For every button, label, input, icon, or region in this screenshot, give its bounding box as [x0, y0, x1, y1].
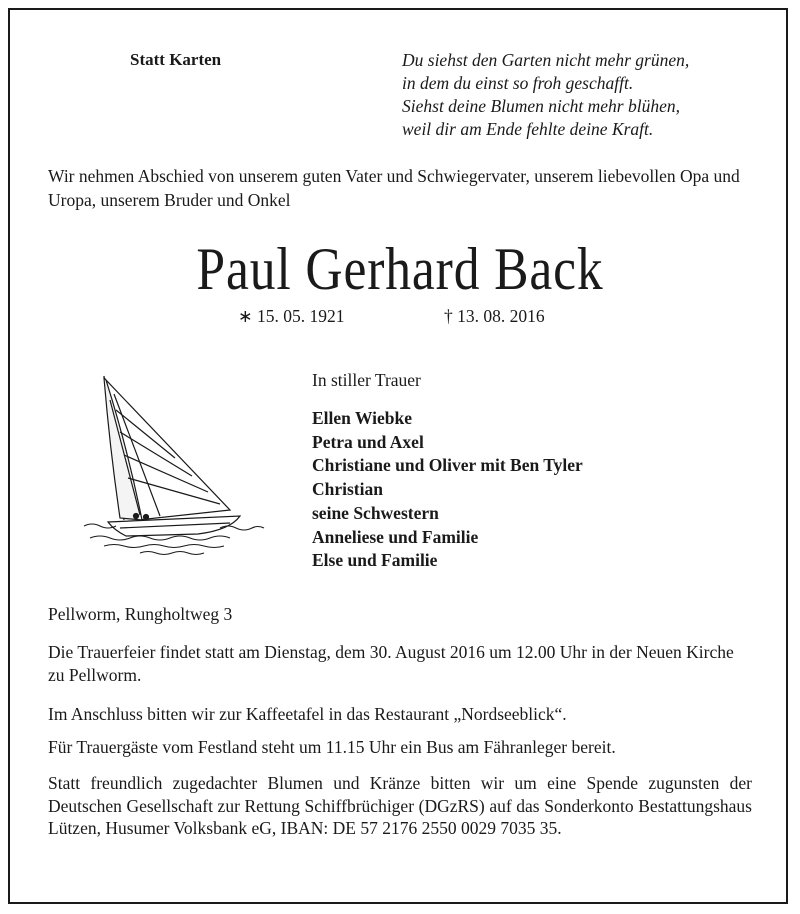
sailboat-illustration-icon [80, 370, 265, 560]
bus-paragraph: Für Trauergäste vom Festland steht um 11.15 Uhr ein Bus am Fähranleger bereit. [48, 737, 616, 757]
poem-line: weil dir am Ende fehlte deine Kraft. [402, 119, 654, 139]
poem-line: Siehst deine Blumen nicht mehr blühen, [402, 96, 680, 116]
poem-line: in dem du einst so froh geschafft. [402, 73, 634, 93]
address: Pellworm, Rungholtweg 3 [48, 604, 233, 624]
poem [402, 49, 689, 141]
deceased-name: Paul Gerhard Back [196, 236, 604, 302]
mourners-list [312, 407, 583, 573]
statt-karten-label: Statt Karten [130, 50, 222, 69]
donation-paragraph: Statt freundlich zugedachter Blumen und Kränze bitten wir um eine Spende zugunsten der Deutschen Gesellschaft zur Rettung Schiffbrüchiger (DGzRS) auf das Sonderkonto Bestattungshaus Lützen, Husumer Volksbank eG, IBAN: DE 57 2176 2550 0029 7035 35. [48, 773, 752, 838]
mourner-name: Petra und Axel [312, 431, 424, 452]
mourner-name: Anneliese und Familie [312, 526, 479, 547]
mourner-name: Christiane und Oliver mit Ben Tyler [312, 455, 583, 476]
mourners-intro: In stiller Trauer [312, 370, 421, 390]
mourner-name: Ellen Wiebke [312, 408, 413, 428]
mourner-name: seine Schwestern [312, 502, 439, 523]
mourner-name: Else und Familie [312, 550, 438, 571]
poem-line: Du siehst den Garten nicht mehr grünen, [402, 50, 690, 70]
intro-text: Wir nehmen Abschied von unserem guten Vater und Schwiegervater, unserem liebevollen Opa und Uropa, unserem Bruder und Onkel [48, 166, 740, 210]
mourner-name: Christian [312, 479, 383, 500]
birth-date: ∗ 15. 05. 1921 [238, 306, 345, 326]
death-date: † 13. 08. 2016 [444, 306, 545, 326]
funeral-service-paragraph: Die Trauerfeier findet statt am Dienstag, dem 30. August 2016 um 12.00 Uhr in der Neuen Kirche zu Pellworm. [48, 642, 734, 685]
reception-paragraph: Im Anschluss bitten wir zur Kaffeetafel in das Restaurant „Nordseeblick“. [48, 704, 567, 724]
